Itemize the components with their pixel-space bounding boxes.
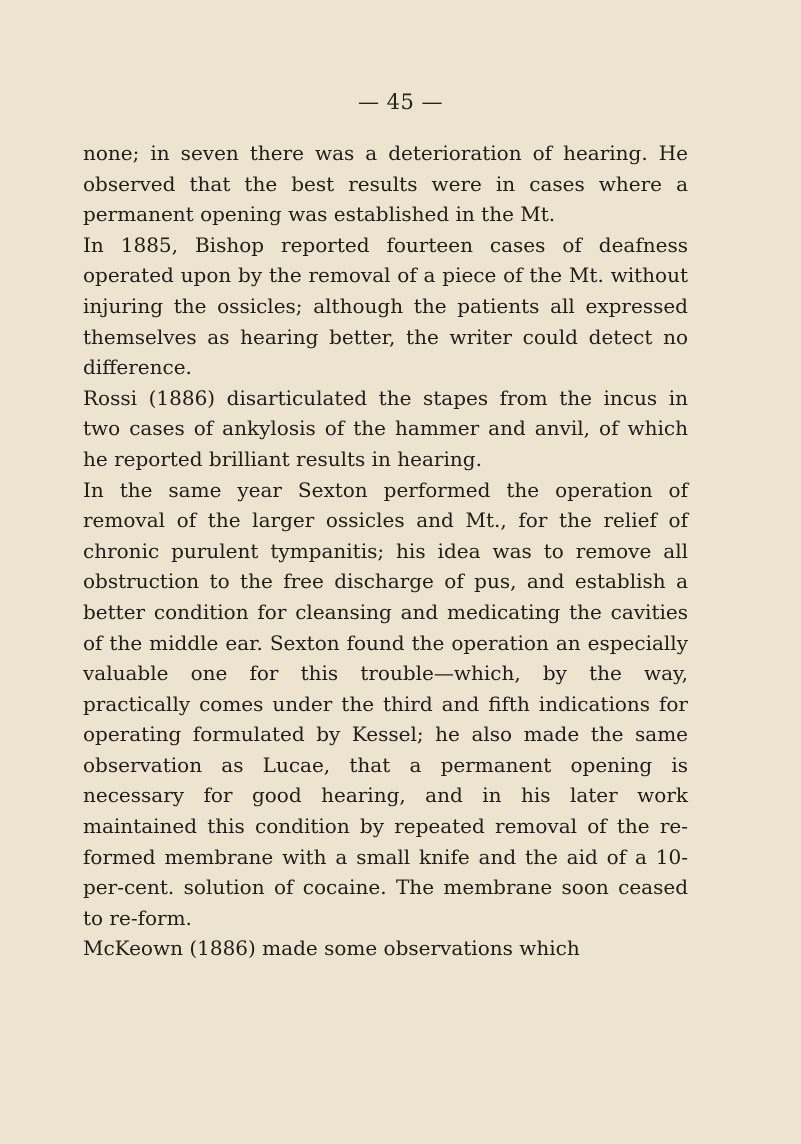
paragraph-bishop: In 1885, Bishop reported fourteen cases of deafness operated upon by the removal of a piece of the Mt. without injuring the ossicles; although the patients all expressed themselves as hearing better, the writer could detect no difference.	[83, 232, 688, 380]
paragraph-mckeown: McKeown (1886) made some observations which	[83, 936, 580, 961]
body-text	[83, 138, 688, 964]
page-number: — 45 —	[357, 90, 444, 114]
paragraph-rossi: Rossi (1886) disarticulated the stapes from the incus in two cases of ankylosis of the hammer and anvil, of which he reported brilliant results in hearing.	[83, 385, 688, 471]
paragraph-continuation: none; in seven there was a deterioration of hearing. He observed that the best results were in cases where a permanent opening was established in the Mt.	[83, 141, 688, 227]
paragraph-sexton: In the same year Sexton performed the operation of removal of the larger ossicles and Mt., for the relief of chronic purulent tympanitis; his idea was to remove all obstruction to the free discharge of pus, and establish a better condition for cleansing and medicating the cavities of the middle ear. Sexton found the operation an especially valuable one for this trouble—which, by the way, practically comes under the third and fifth indications for operating formulated by Kessel; he also made the same observation as Lucae, that a permanent opening is necessary for good hearing, and in his later work maintained this condition by repeated removal of the re-formed membrane with a small knife and the aid of a 10-per-cent. solution of cocaine. The membrane soon ceased to re-form.	[83, 477, 688, 930]
